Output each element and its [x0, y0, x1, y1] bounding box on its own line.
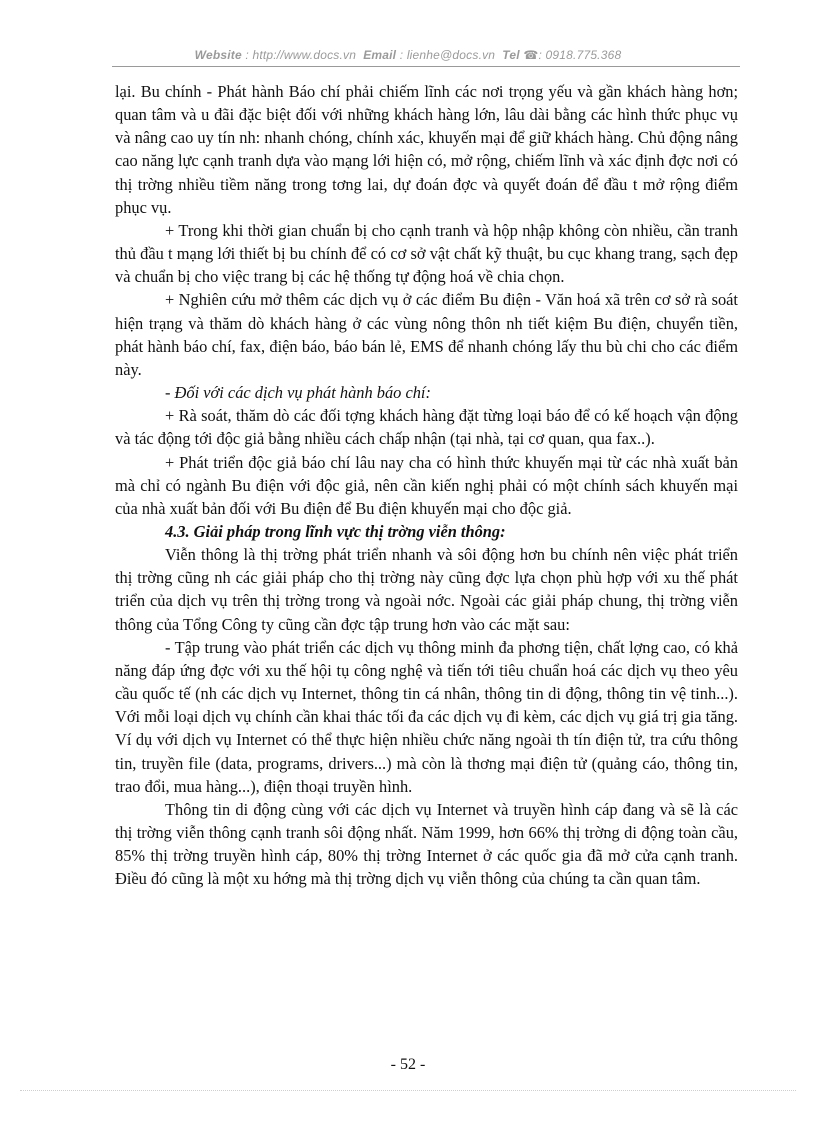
email-value: : lienhe@docs.vn — [399, 48, 496, 62]
paragraph-6: + Phát triển độc giả báo chí lâu nay cha có hình thức khuyến mại từ các nhà xuất bản mà chỉ có ngành Bu điện với độc giả, nên cần kiến nghị phải có một chính sách khuyến mại của nhà xuất bản đối với Bu điện để Bu điện khuyến mại cho độc giả. — [115, 452, 738, 518]
paragraph-10: Thông tin di động cùng với các dịch vụ Internet và truyền hình cáp đang và sẽ là các thị trờng viễn thông cạnh tranh sôi động nhất. Năm 1999, hơn 66% thị trờng di động toàn cầu, 85% thị trờng truyền hình cáp, 80% thị trờng Internet ở các quốc gia đã mở cửa cạnh tranh. Điều đó cũng là một xu hớng mà thị trờng dịch vụ viễn thông của chúng ta cần quan tâm. — [115, 799, 738, 889]
page-header — [0, 48, 816, 62]
page-number: - 52 - — [390, 1056, 426, 1073]
page-bottom-divider — [20, 1090, 796, 1091]
paragraph-2: + Trong khi thời gian chuẩn bị cho cạnh tranh và hộp nhập không còn nhiều, cần tranh thủ đầu t mạng lới thiết bị bu chính để có cơ sở vật chất kỹ thuật, bu cục khang trang, sạch đẹp và chuẩn bị cho việc trang bị các hệ thống tự động hoá về chia chọn. — [115, 220, 738, 287]
website-value: : http://www.docs.vn — [245, 48, 357, 62]
paragraph-5: + Rà soát, thăm dò các đối tợng khách hàng đặt từng loại báo để có kế hoạch vận động và tác động tới độc giả bằng nhiều cách chấp nhận (tại nhà, tại cơ quan, qua fax..). — [115, 406, 738, 449]
tel-value: : 0918.775.368 — [538, 48, 622, 62]
section-heading-4-3: 4.3. Giải pháp trong lĩnh vực thị trờng viễn thông: — [165, 521, 506, 541]
header-divider — [112, 66, 740, 67]
subheading-press-services: - Đối với các dịch vụ phát hành báo chí: — [165, 383, 431, 403]
tel-label: Tel — [502, 48, 520, 62]
paragraph-8: Viễn thông là thị trờng phát triển nhanh và sôi động hơn bu chính nên việc phát triển thị trờng cũng nh các giải pháp cho thị trờng này cũng đợc lựa chọn phù hợp với xu thế phát triển của dịch vụ trên thị trờng trong và ngoài nớc. Ngoài các giải pháp chung, thị trờng viễn thông của Tổng Công ty cũng cần đợc tập trung hơn vào các mặt sau: — [115, 545, 738, 634]
paragraph-1: lại. Bu chính - Phát hành Báo chí phải chiếm lĩnh các nơi trọng yếu và gần khách hàng hơn; quan tâm và u đãi đặc biệt đối với những khách hàng lớn, lâu dài bằng các hình thức phục vụ và nâng cao uy tín nh: nhanh chóng, chính xác, khuyến mại để giữ khách hàng. Chủ động nâng cao năng lực cạnh tranh dựa vào mạng lới hiện có, mở rộng, chiếm lĩnh và xác định đợc nơi có thị trờng nhiều tiềm năng trong tơng lai, dự đoán đợc và quyết đoán để đầu t mở rộng điểm phục vụ. — [115, 82, 738, 217]
paragraph-3: + Nghiên cứu mở thêm các dịch vụ ở các điểm Bu điện - Văn hoá xã trên cơ sở rà soát hiện trạng và thăm dò khách hàng ở các vùng nông thôn nh tiết kiệm Bu điện, chuyển tiền, phát hành báo chí, fax, điện báo, báo bán lẻ, EMS để nhanh chóng lấy thu bù chi cho các điểm này. — [115, 290, 738, 379]
email-label: Email — [363, 48, 397, 62]
website-label: Website — [194, 48, 242, 62]
phone-icon: ☎ — [523, 48, 539, 62]
paragraph-9: - Tập trung vào phát triển các dịch vụ thông minh đa phơng tiện, chất lợng cao, có khả năng đáp ứng đợc với xu thế hội tụ công nghệ và tiến tới tiêu chuẩn hoá các dịch vụ theo yêu cầu quốc tế (nh các dịch vụ Internet, thông tin cá nhân, thông tin di động, thông tin vệ tinh...). Với mỗi loại dịch vụ chính cần khai thác tối đa các dịch vụ đi kèm, các dịch vụ giá trị gia tăng. Ví dụ với dịch vụ Internet có thể thực hiện nhiều chức năng ngoài th tín điện tử, tra cứu thông tin, truyền file (data, programs, drivers...) mà còn là thơng mại điện tử (quảng cáo, thông tin, trao đổi, mua hàng...), điện thoại truyền hình. — [115, 637, 738, 796]
document-body — [115, 80, 738, 890]
